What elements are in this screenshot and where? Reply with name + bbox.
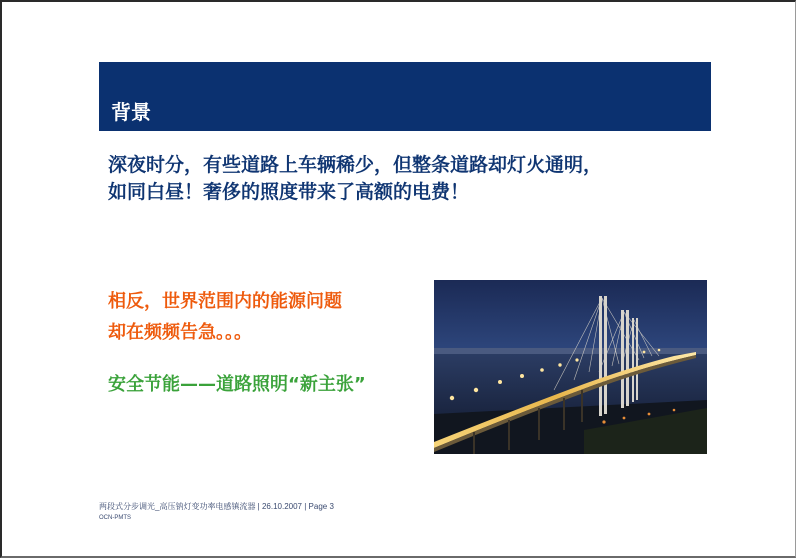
intro-text bbox=[108, 152, 708, 206]
title-bar bbox=[99, 62, 711, 131]
footer-department: OCN-PMTS bbox=[99, 515, 131, 521]
orange-line-2: 却在频频告急。。。 bbox=[108, 322, 252, 343]
night-bridge-photo bbox=[434, 280, 707, 454]
footer-text: 两段式分步调光_高压钠灯变功率电感镇流器 | 26.10.2007 | Page 3 bbox=[99, 502, 334, 511]
slide-title: 背景 bbox=[111, 100, 151, 124]
intro-line-2: 如同白昼！奢侈的照度带来了高额的电费！ bbox=[108, 181, 470, 203]
slogan-text: 安全节能——道路照明“新主张” bbox=[108, 374, 366, 395]
intro-line-1: 深夜时分，有些道路上车辆稀少，但整条道路却灯火通明， bbox=[108, 154, 603, 176]
orange-line-1: 相反，世界范围内的能源问题 bbox=[108, 291, 342, 312]
energy-problem-text bbox=[108, 286, 342, 348]
